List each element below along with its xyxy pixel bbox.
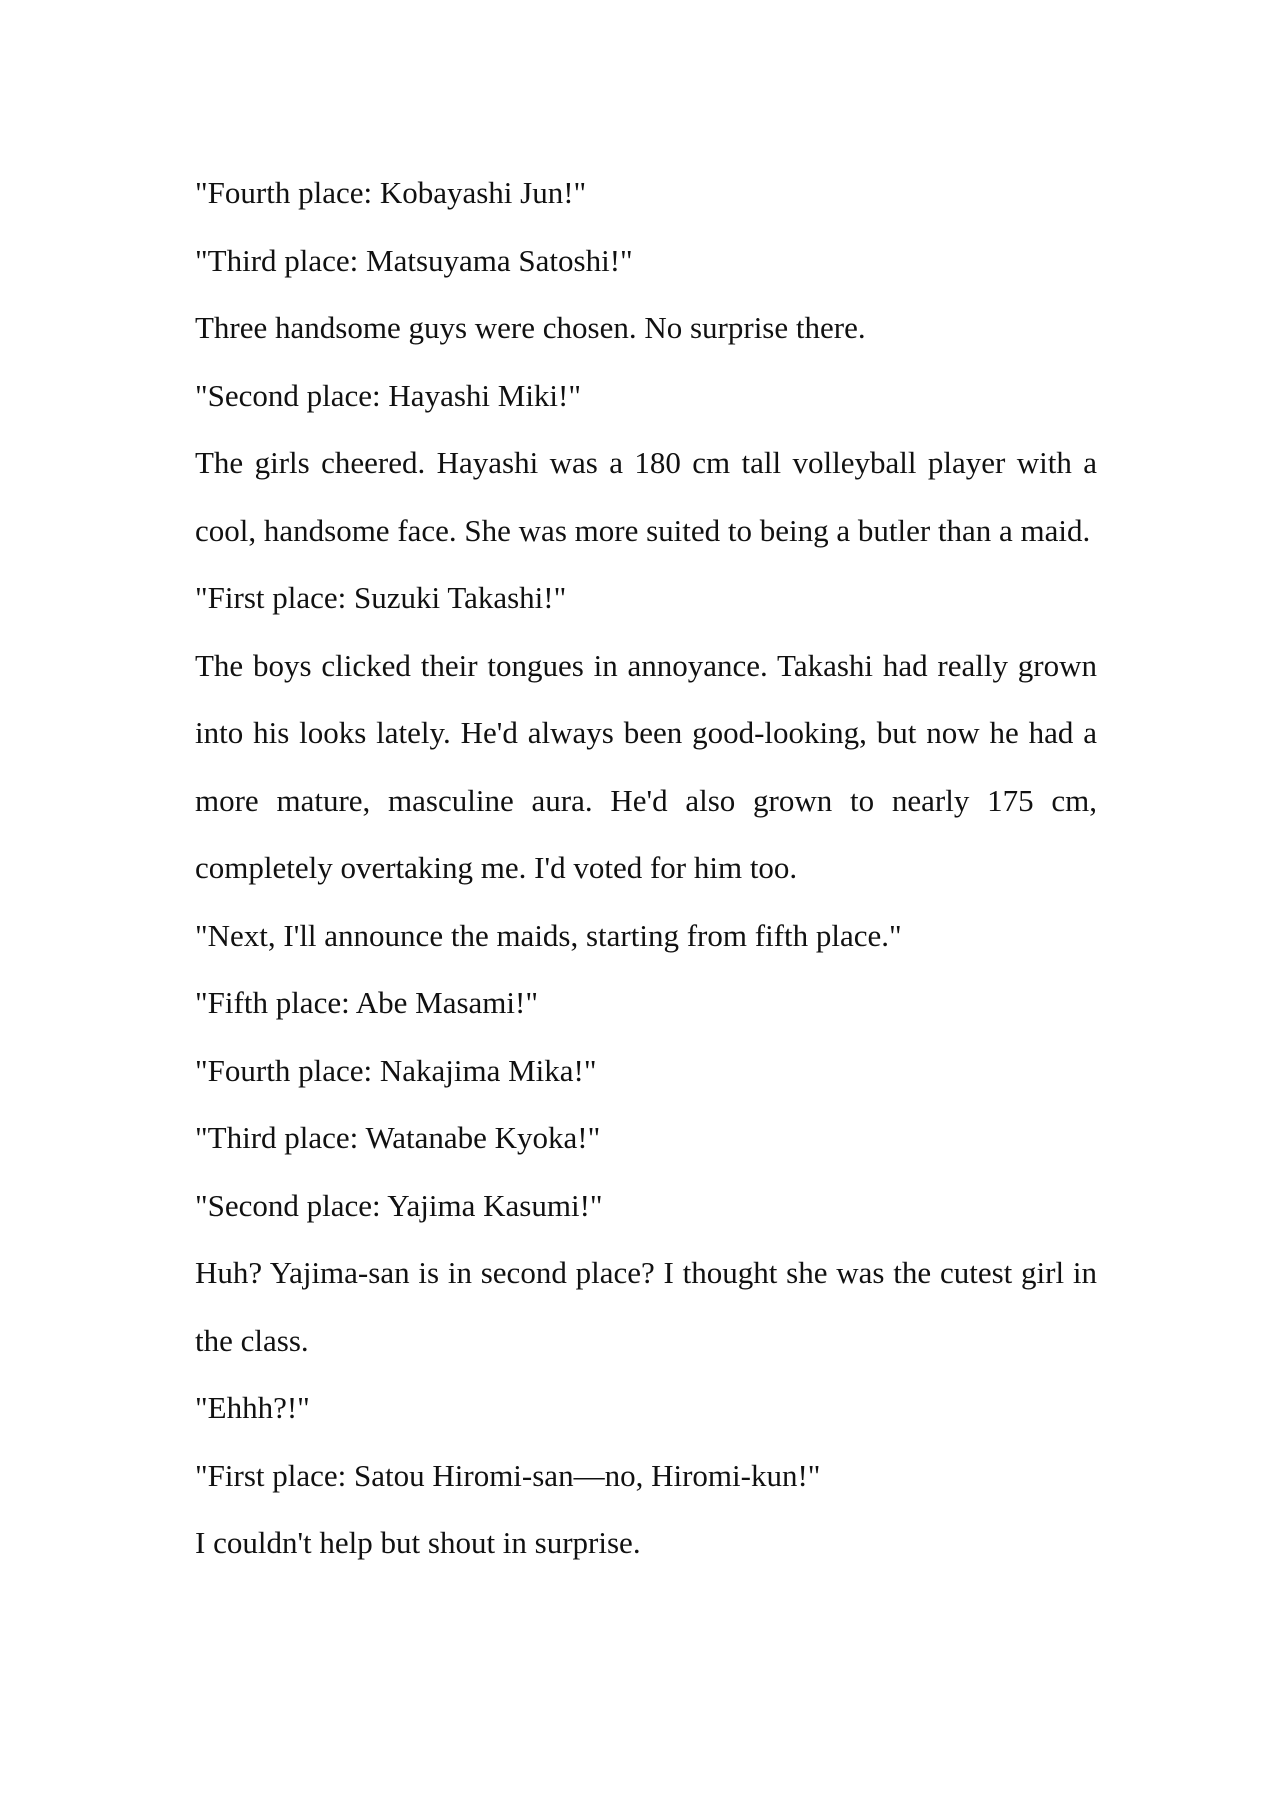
paragraph: The boys clicked their tongues in annoyance. Takashi had really grown into his looks lately. He'd always been good-looking, but now he had a more mature, masculine aura. He'd also grown to nearly 175 cm, completely overtaking me. I'd voted for him too. bbox=[195, 647, 1097, 885]
paragraph: I couldn't help but shout in surprise. bbox=[195, 1525, 641, 1560]
paragraph: "Second place: Yajima Kasumi!" bbox=[195, 1187, 603, 1223]
paragraph: "Third place: Matsuyama Satoshi!" bbox=[195, 242, 633, 278]
paragraph: "Fifth place: Abe Masami!" bbox=[195, 985, 538, 1020]
paragraph: "Next, I'll announce the maids, starting from fifth place." bbox=[195, 917, 902, 953]
paragraph: "Third place: Watanabe Kyoka!" bbox=[195, 1120, 601, 1155]
paragraph: "Ehhh?!" bbox=[195, 1390, 310, 1425]
paragraph: "First place: Satou Hiromi-san—no, Hiromi-kun!" bbox=[195, 1457, 821, 1493]
paragraph: Huh? Yajima-san is in second place? I thought she was the cutest girl in the class. bbox=[195, 1255, 1097, 1358]
paragraph: "Fourth place: Nakajima Mika!" bbox=[195, 1052, 597, 1088]
paragraph: "Fourth place: Kobayashi Jun!" bbox=[195, 175, 587, 210]
body-text bbox=[195, 159, 1097, 1577]
paragraph: "Second place: Hayashi Miki!" bbox=[195, 377, 582, 413]
paragraph: "First place: Suzuki Takashi!" bbox=[195, 580, 567, 615]
paragraph: The girls cheered. Hayashi was a 180 cm tall volleyball player with a cool, handsome face. She was more suited to being a butler than a maid. bbox=[195, 445, 1097, 548]
paragraph: Three handsome guys were chosen. No surprise there. bbox=[195, 310, 866, 345]
